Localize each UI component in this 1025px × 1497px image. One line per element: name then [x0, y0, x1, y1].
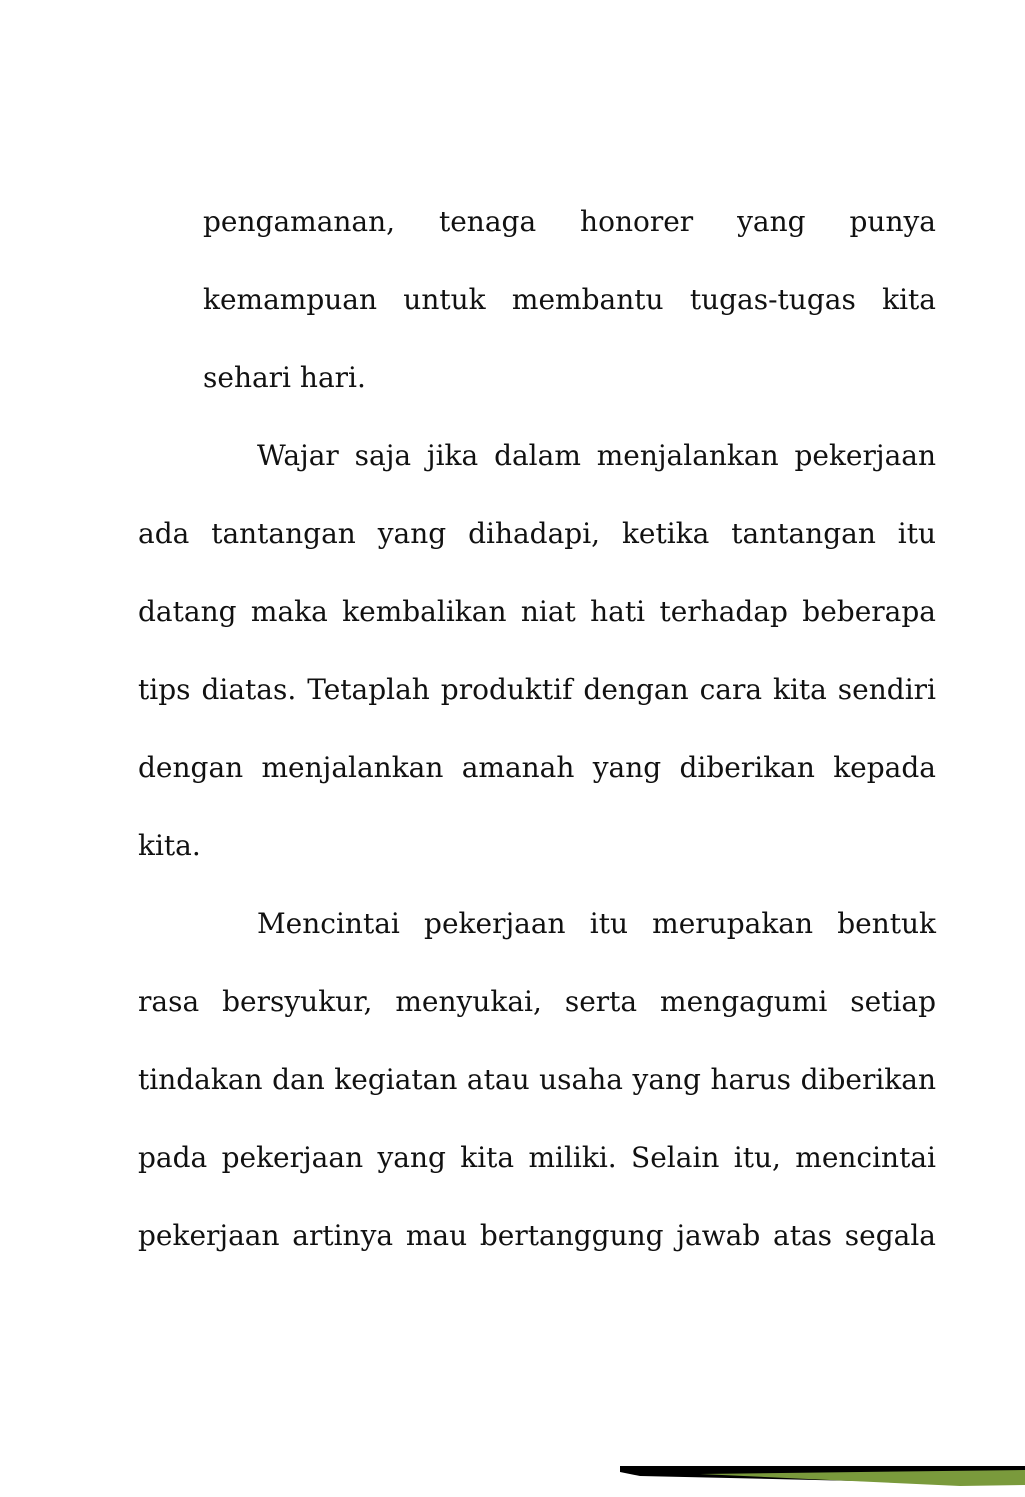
paragraph-line: rasa bersyukur, menyukai, serta mengagumi setiap [138, 985, 936, 1018]
footer-black-bar [620, 1466, 1025, 1484]
paragraph-line: pengamanan, tenaga honorer yang punya [203, 205, 936, 238]
paragraph-line: tips diatas. Tetaplah produktif dengan cara kita sendiri [138, 673, 936, 706]
paragraph-line: pada pekerjaan yang kita miliki. Selain itu, mencintai [138, 1141, 936, 1174]
paragraph-line: pekerjaan artinya mau bertanggung jawab atas segala [138, 1219, 936, 1252]
paragraph-line: Wajar saja jika dalam menjalankan pekerjaan [257, 439, 936, 472]
paragraph-line: sehari hari. [203, 361, 366, 394]
paragraph-line: dengan menjalankan amanah yang diberikan kepada [138, 751, 936, 784]
paragraph-line: tindakan dan kegiatan atau usaha yang harus diberikan [138, 1063, 936, 1096]
paragraph-line: ada tantangan yang dihadapi, ketika tantangan itu [138, 517, 936, 550]
paragraph-line: kemampuan untuk membantu tugas-tugas kita [203, 283, 936, 316]
paragraph-line: kita. [138, 829, 201, 862]
paragraph-line: datang maka kembalikan niat hati terhadap beberapa [138, 595, 936, 628]
paragraph-line: Mencintai pekerjaan itu merupakan bentuk [257, 907, 936, 940]
footer-green-wedge [700, 1470, 1025, 1486]
